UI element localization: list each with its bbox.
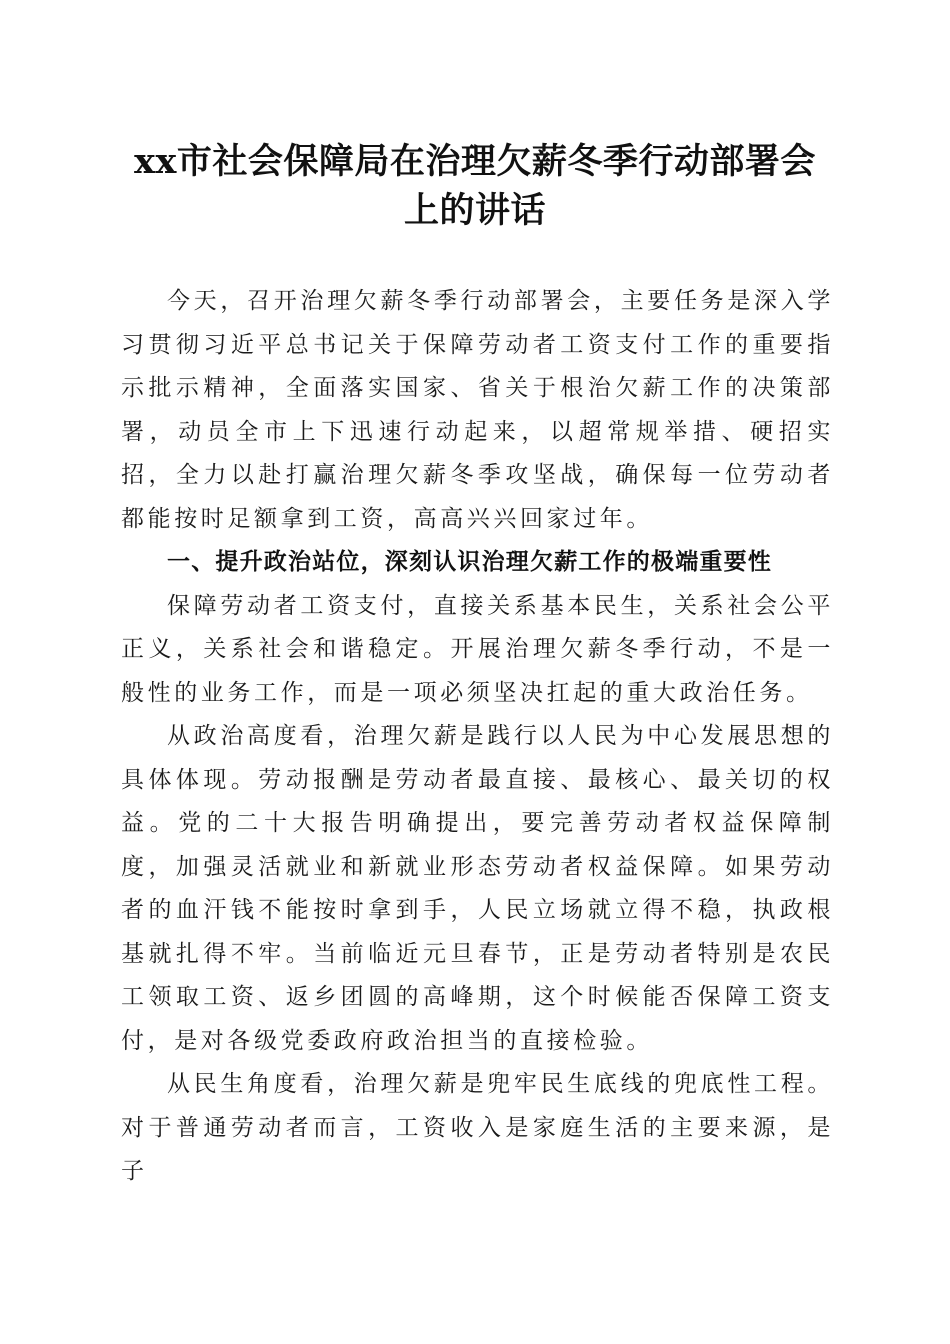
intro-paragraph: 今天，召开治理欠薪冬季行动部署会，主要任务是深入学习贯彻习近平总书记关于保障劳动者工资支付工作的重要指示批示精神，全面落实国家、省关于根治欠薪工作的决策部署，动员全市上下迅速行动起来，以超常规举措、硬招实招，全力以赴打赢治理欠薪冬季攻坚战，确保每一位劳动者都能按时足额拿到工资，高高兴兴回家过年。: [121, 288, 834, 532]
document-body: [121, 280, 834, 1194]
section-heading: 一、提升政治站位，深刻认识治理欠薪工作的极端重要性: [167, 549, 772, 575]
body-paragraph: 从民生角度看，治理欠薪是兜牢民生底线的兜底性工程。对于普通劳动者而言，工资收入是家庭生活的主要来源，是子: [121, 1071, 834, 1184]
document-title: xx市社会保障局在治理欠薪冬季行动部署会上的讲话: [134, 141, 816, 231]
body-paragraph: 保障劳动者工资支付，直接关系基本民生，关系社会公平正义，关系社会和谐稳定。开展治理欠薪冬季行动，不是一般性的业务工作，而是一项必须坚决扛起的重大政治任务。: [121, 592, 834, 706]
body-paragraph: 从政治高度看，治理欠薪是践行以人民为中心发展思想的具体体现。劳动报酬是劳动者最直接、最核心、最关切的权益。党的二十大报告明确提出，要完善劳动者权益保障制度，加强灵活就业和新就业形态劳动者权益保障。如果劳动者的血汗钱不能按时拿到手，人民立场就立得不稳，执政根基就扎得不牢。当前临近元旦春节，正是劳动者特别是农民工领取工资、返乡团圆的高峰期，这个时候能否保障工资支付，是对各级党委政府政治担当的直接检验。: [121, 723, 834, 1054]
